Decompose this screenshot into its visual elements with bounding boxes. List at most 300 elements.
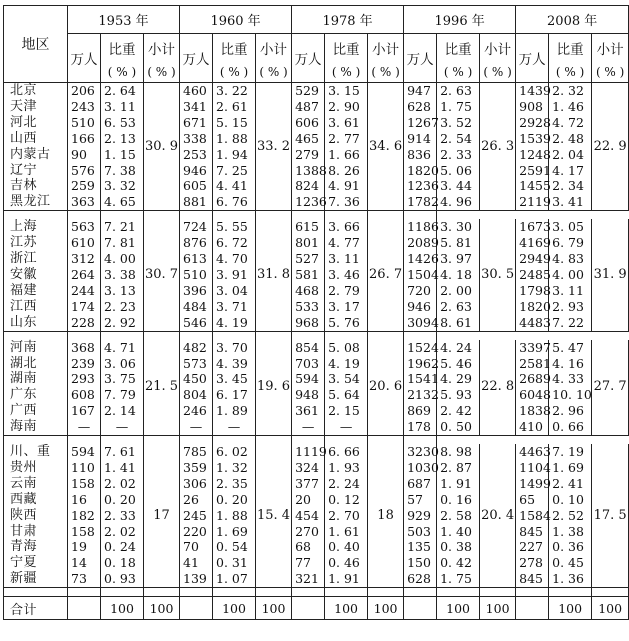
table-row <box>4 387 629 403</box>
region-name: 广西 <box>4 403 68 419</box>
population-value: 948 <box>292 387 325 403</box>
share-value: 4. 70 <box>213 251 256 267</box>
population-distribution-table <box>3 5 629 620</box>
population-column-header: 万人 <box>68 34 101 83</box>
share-value: 7. 25 <box>213 163 256 179</box>
share-value: 3. 38 <box>101 267 144 283</box>
region-name: 湖南 <box>4 371 68 387</box>
share-value: 1. 89 <box>213 403 256 419</box>
population-value: 484 <box>180 299 213 315</box>
group-subtotal-value: 20. 6 <box>368 340 404 436</box>
table-row <box>4 356 629 372</box>
population-value: 1782 <box>404 194 437 210</box>
share-value: 2. 90 <box>325 99 368 115</box>
population-value: 465 <box>292 131 325 147</box>
region-name: 山东 <box>4 315 68 331</box>
population-value: 628 <box>404 571 437 587</box>
population-value: 946 <box>180 163 213 179</box>
population-value: 90 <box>68 147 101 163</box>
population-value: 881 <box>180 194 213 210</box>
population-value: 361 <box>292 403 325 419</box>
region-name: 甘肃 <box>4 524 68 540</box>
spacer-cell <box>213 436 256 445</box>
share-value: 0. 40 <box>325 539 368 555</box>
spacer-cell <box>292 436 325 445</box>
subtotal-column-header: 小计 <box>144 34 180 63</box>
share-value: 5. 76 <box>325 315 368 331</box>
region-name: 内蒙古 <box>4 147 68 163</box>
share-total: 100 <box>213 597 256 620</box>
population-value: 359 <box>180 460 213 476</box>
population-value: 3094 <box>404 315 437 331</box>
population-value: 687 <box>404 476 437 492</box>
share-value: 4. 17 <box>549 163 592 179</box>
population-value: 338 <box>180 131 213 147</box>
share-value: 7. 81 <box>101 235 144 251</box>
population-value: 166 <box>68 131 101 147</box>
share-value: 5. 46 <box>437 356 480 372</box>
population-value: 245 <box>180 508 213 524</box>
share-value: 5. 81 <box>437 235 480 251</box>
share-value: 0. 20 <box>101 492 144 508</box>
spacer-cell <box>101 331 144 340</box>
spacer-cell <box>101 436 144 445</box>
population-value: 16 <box>68 492 101 508</box>
share-value: 2. 35 <box>213 476 256 492</box>
spacer-cell <box>404 588 437 597</box>
share-value: 7. 22 <box>549 315 592 331</box>
table-row <box>4 131 629 147</box>
population-value: 836 <box>404 147 437 163</box>
region-name: 西藏 <box>4 492 68 508</box>
table-row <box>4 476 629 492</box>
share-total: 100 <box>549 597 592 620</box>
region-name: 江苏 <box>4 235 68 251</box>
share-value: 1. 15 <box>101 147 144 163</box>
total-row <box>4 597 629 620</box>
share-value: 6. 72 <box>213 235 256 251</box>
population-value: 150 <box>404 555 437 571</box>
share-value: 2. 34 <box>549 178 592 194</box>
spacer-cell <box>404 331 437 340</box>
table-row <box>4 251 629 267</box>
share-total: 100 <box>437 597 480 620</box>
population-value: 246 <box>180 403 213 419</box>
share-unit-label: ( % ) <box>437 62 480 83</box>
share-value: 1. 88 <box>213 131 256 147</box>
share-value: — <box>101 419 144 435</box>
column-label-row <box>4 34 629 63</box>
share-column-header: 比重 <box>437 34 480 63</box>
share-value: 1. 66 <box>325 147 368 163</box>
spacer-cell <box>144 436 180 445</box>
spacer-cell <box>256 211 292 220</box>
share-value: 1. 75 <box>437 99 480 115</box>
region-name: 北京 <box>4 83 68 99</box>
population-value: 41 <box>180 555 213 571</box>
total-label: 合计 <box>4 597 68 620</box>
population-value: 876 <box>180 235 213 251</box>
share-value: 0. 45 <box>549 555 592 571</box>
share-value: 3. 11 <box>549 283 592 299</box>
share-value: 3. 61 <box>325 115 368 131</box>
population-value: 1236 <box>292 194 325 210</box>
region-name: 贵州 <box>4 460 68 476</box>
population-value: 1455 <box>516 178 549 194</box>
population-value: 720 <box>404 283 437 299</box>
spacer-cell <box>180 588 213 597</box>
subtotal-total: 100 <box>592 597 629 620</box>
population-value: 487 <box>292 99 325 115</box>
table-row <box>4 163 629 179</box>
table-body <box>4 83 629 620</box>
region-name: 广东 <box>4 387 68 403</box>
population-value: 1236 <box>404 178 437 194</box>
population-value: 4463 <box>516 444 549 460</box>
group-subtotal-value: 31. 8 <box>256 219 292 331</box>
region-name: 川、重 <box>4 444 68 460</box>
share-value: 2. 52 <box>549 508 592 524</box>
population-value: 1186 <box>404 219 437 235</box>
population-value: 605 <box>180 178 213 194</box>
share-value: 8. 98 <box>437 444 480 460</box>
spacer-cell <box>516 588 549 597</box>
share-value: 6. 02 <box>213 444 256 460</box>
share-value: 2. 13 <box>101 131 144 147</box>
year-header: 2008 年 <box>516 6 629 34</box>
population-value: 4483 <box>516 315 549 331</box>
population-value: 1541 <box>404 371 437 387</box>
group-subtotal-value: 22. 8 <box>480 340 516 436</box>
population-value: 158 <box>68 524 101 540</box>
share-column-header: 比重 <box>213 34 256 63</box>
region-name: 江西 <box>4 299 68 315</box>
population-value: 454 <box>292 508 325 524</box>
share-value: 2. 23 <box>101 299 144 315</box>
population-value: 1504 <box>404 267 437 283</box>
subtotal-unit-label: ( % ) <box>368 62 404 83</box>
population-value: 293 <box>68 371 101 387</box>
population-value: 167 <box>68 403 101 419</box>
table-row <box>4 99 629 115</box>
spacer-cell <box>180 436 213 445</box>
population-value: 270 <box>292 524 325 540</box>
subtotal-column-header: 小计 <box>592 34 629 63</box>
group-spacer-row <box>4 436 629 445</box>
population-value: 73 <box>68 571 101 587</box>
population-value: 546 <box>180 315 213 331</box>
share-value: 1. 93 <box>325 460 368 476</box>
population-value: 947 <box>404 83 437 99</box>
region-name: 福建 <box>4 283 68 299</box>
share-value: 2. 64 <box>101 83 144 99</box>
share-value: 0. 36 <box>549 539 592 555</box>
year-header: 1978 年 <box>292 6 404 34</box>
population-column-header: 万人 <box>180 34 213 83</box>
population-value: 2928 <box>516 115 549 131</box>
share-value: — <box>213 419 256 435</box>
share-column-header: 比重 <box>101 34 144 63</box>
population-value: 581 <box>292 267 325 283</box>
spacer-cell <box>180 331 213 340</box>
population-value: 613 <box>180 251 213 267</box>
share-column-header: 比重 <box>549 34 592 63</box>
population-value: 2949 <box>516 251 549 267</box>
share-value: 2. 41 <box>549 476 592 492</box>
share-value: 2. 96 <box>549 403 592 419</box>
share-value: 2. 24 <box>325 476 368 492</box>
table-row <box>4 283 629 299</box>
subtotal-total: 100 <box>368 597 404 620</box>
population-value: 2581 <box>516 356 549 372</box>
population-value: 929 <box>404 508 437 524</box>
share-value: 3. 06 <box>101 356 144 372</box>
region-name: 河北 <box>4 115 68 131</box>
spacer-cell <box>325 588 368 597</box>
share-value: 2. 92 <box>101 315 144 331</box>
share-value: 1. 40 <box>437 524 480 540</box>
share-value: 5. 93 <box>437 387 480 403</box>
spacer-cell <box>292 588 325 597</box>
share-column-header: 比重 <box>325 34 368 63</box>
population-value: 2132 <box>404 387 437 403</box>
spacer-cell <box>68 331 101 340</box>
region-name: 上海 <box>4 219 68 235</box>
population-value: 594 <box>292 371 325 387</box>
share-value: 6. 17 <box>213 387 256 403</box>
share-value: 3. 71 <box>213 299 256 315</box>
share-value: 3. 05 <box>549 219 592 235</box>
group-subtotal-value: 33. 2 <box>256 83 292 211</box>
share-value: 3. 66 <box>325 219 368 235</box>
population-value: 139 <box>180 571 213 587</box>
population-value: 278 <box>516 555 549 571</box>
region-name: 宁夏 <box>4 555 68 571</box>
spacer-cell <box>180 211 213 220</box>
population-value: 312 <box>68 251 101 267</box>
spacer-cell <box>325 436 368 445</box>
share-value: 3. 44 <box>437 178 480 194</box>
population-value: 946 <box>404 299 437 315</box>
share-value: 5. 06 <box>437 163 480 179</box>
subtotal-unit-label: ( % ) <box>592 62 629 83</box>
table-row <box>4 194 629 210</box>
total-spacer-row <box>4 588 629 597</box>
group-subtotal-value: 26. 7 <box>368 219 404 331</box>
share-value: 2. 48 <box>549 131 592 147</box>
share-value: 3. 30 <box>437 219 480 235</box>
year-header-row <box>4 6 629 34</box>
population-value: 450 <box>180 371 213 387</box>
spacer-cell <box>256 331 292 340</box>
share-value: 4. 83 <box>549 251 592 267</box>
share-value: 1. 32 <box>213 460 256 476</box>
spacer-cell <box>144 211 180 220</box>
population-value: 533 <box>292 299 325 315</box>
group-subtotal-value: 17 <box>144 444 180 588</box>
subtotal-column-header: 小计 <box>480 34 516 63</box>
share-value: 1. 07 <box>213 571 256 587</box>
population-value: 529 <box>292 83 325 99</box>
share-value: 2. 33 <box>437 147 480 163</box>
share-value: 0. 12 <box>325 492 368 508</box>
region-name: 陕西 <box>4 508 68 524</box>
population-value: 228 <box>68 315 101 331</box>
share-value: 3. 46 <box>325 267 368 283</box>
population-value: 244 <box>68 283 101 299</box>
share-value: 4. 65 <box>101 194 144 210</box>
share-value: — <box>325 419 368 435</box>
share-value: 3. 11 <box>101 99 144 115</box>
share-value: 4. 71 <box>101 340 144 356</box>
subtotal-total: 100 <box>256 597 292 620</box>
population-value: 845 <box>516 524 549 540</box>
population-value: 1426 <box>404 251 437 267</box>
population-value: 869 <box>404 403 437 419</box>
population-value: 914 <box>404 131 437 147</box>
population-value: 6048 <box>516 387 549 403</box>
population-value: — <box>68 419 101 435</box>
region-name: 浙江 <box>4 251 68 267</box>
spacer-cell <box>256 588 292 597</box>
share-value: 0. 18 <box>101 555 144 571</box>
population-value: — <box>180 419 213 435</box>
share-value: 6. 53 <box>101 115 144 131</box>
share-unit-label: ( % ) <box>549 62 592 83</box>
population-value: 68 <box>292 539 325 555</box>
share-unit-label: ( % ) <box>213 62 256 83</box>
population-value: 135 <box>404 539 437 555</box>
population-value: 368 <box>68 340 101 356</box>
population-value: 321 <box>292 571 325 587</box>
population-table-container <box>3 5 627 636</box>
population-value: 671 <box>180 115 213 131</box>
spacer-cell <box>4 211 68 220</box>
group-subtotal-value: 30. 9 <box>144 83 180 211</box>
population-column-header: 万人 <box>516 34 549 83</box>
share-value: 4. 00 <box>101 251 144 267</box>
population-value: 227 <box>516 539 549 555</box>
share-value: 1. 46 <box>549 99 592 115</box>
population-value: 77 <box>292 555 325 571</box>
share-unit-label: ( % ) <box>101 62 144 83</box>
share-value: 4. 39 <box>213 356 256 372</box>
spacer-cell <box>404 211 437 220</box>
population-value: 563 <box>68 219 101 235</box>
spacer-cell <box>68 588 101 597</box>
population-value: 573 <box>180 356 213 372</box>
population-value: 2591 <box>516 163 549 179</box>
population-value: 845 <box>516 571 549 587</box>
share-value: 5. 08 <box>325 340 368 356</box>
spacer-cell <box>213 211 256 220</box>
population-value: 594 <box>68 444 101 460</box>
share-value: 7. 38 <box>101 163 144 179</box>
population-value: 14 <box>68 555 101 571</box>
share-value: 1. 61 <box>325 524 368 540</box>
population-value: 1673 <box>516 219 549 235</box>
share-value: 4. 19 <box>213 315 256 331</box>
population-value: 1499 <box>516 476 549 492</box>
share-value: 4. 18 <box>437 267 480 283</box>
subtotal-column-header: 小计 <box>256 34 292 63</box>
share-value: 4. 16 <box>549 356 592 372</box>
share-value: 3. 17 <box>325 299 368 315</box>
group-subtotal-value: 31. 9 <box>592 219 629 331</box>
population-value: 253 <box>180 147 213 163</box>
spacer-cell <box>144 331 180 340</box>
share-value: 2. 04 <box>549 147 592 163</box>
table-row <box>4 571 629 587</box>
region-name: 山西 <box>4 131 68 147</box>
population-value: 178 <box>404 419 437 435</box>
share-value: 3. 11 <box>325 251 368 267</box>
population-value: 908 <box>516 99 549 115</box>
table-row <box>4 539 629 555</box>
population-value: 1838 <box>516 403 549 419</box>
share-value: 0. 38 <box>437 539 480 555</box>
share-value: 4. 33 <box>549 371 592 387</box>
share-value: 1. 69 <box>549 460 592 476</box>
spacer-cell <box>213 331 256 340</box>
spacer-cell <box>101 211 144 220</box>
spacer-cell <box>325 331 368 340</box>
table-row <box>4 267 629 283</box>
population-value: 220 <box>180 524 213 540</box>
share-value: 4. 91 <box>325 178 368 194</box>
population-value: 243 <box>68 99 101 115</box>
population-value: 110 <box>68 460 101 476</box>
table-row <box>4 555 629 571</box>
share-value: 3. 54 <box>325 371 368 387</box>
group-subtotal-value: 26. 3 <box>480 83 516 211</box>
share-value: 2. 63 <box>437 299 480 315</box>
share-value: 1. 75 <box>437 571 480 587</box>
population-value: 968 <box>292 315 325 331</box>
spacer-cell <box>437 588 480 597</box>
subtotal-unit-label: ( % ) <box>256 62 292 83</box>
share-value: 2. 15 <box>325 403 368 419</box>
table-row <box>4 340 629 356</box>
share-value: 6. 76 <box>213 194 256 210</box>
population-value: 608 <box>68 387 101 403</box>
population-value: 703 <box>292 356 325 372</box>
population-value: 1798 <box>516 283 549 299</box>
share-value: 2. 87 <box>437 460 480 476</box>
share-value: 6. 79 <box>549 235 592 251</box>
population-value: 503 <box>404 524 437 540</box>
spacer-cell <box>68 436 101 445</box>
population-value: 410 <box>516 419 549 435</box>
table-row <box>4 419 629 435</box>
share-value: 5. 15 <box>213 115 256 131</box>
table-row <box>4 524 629 540</box>
share-value: 3. 41 <box>549 194 592 210</box>
share-value: 5. 64 <box>325 387 368 403</box>
share-value: 3. 32 <box>101 178 144 194</box>
population-value: 158 <box>68 476 101 492</box>
population-value: 2089 <box>404 235 437 251</box>
population-value: 1539 <box>516 131 549 147</box>
share-value: 1. 88 <box>213 508 256 524</box>
share-value: 2. 63 <box>437 83 480 99</box>
spacer-cell <box>368 436 404 445</box>
share-value: 0. 66 <box>549 419 592 435</box>
population-value: 363 <box>68 194 101 210</box>
spacer-cell <box>368 588 404 597</box>
population-value: 2485 <box>516 267 549 283</box>
region-name: 吉林 <box>4 178 68 194</box>
